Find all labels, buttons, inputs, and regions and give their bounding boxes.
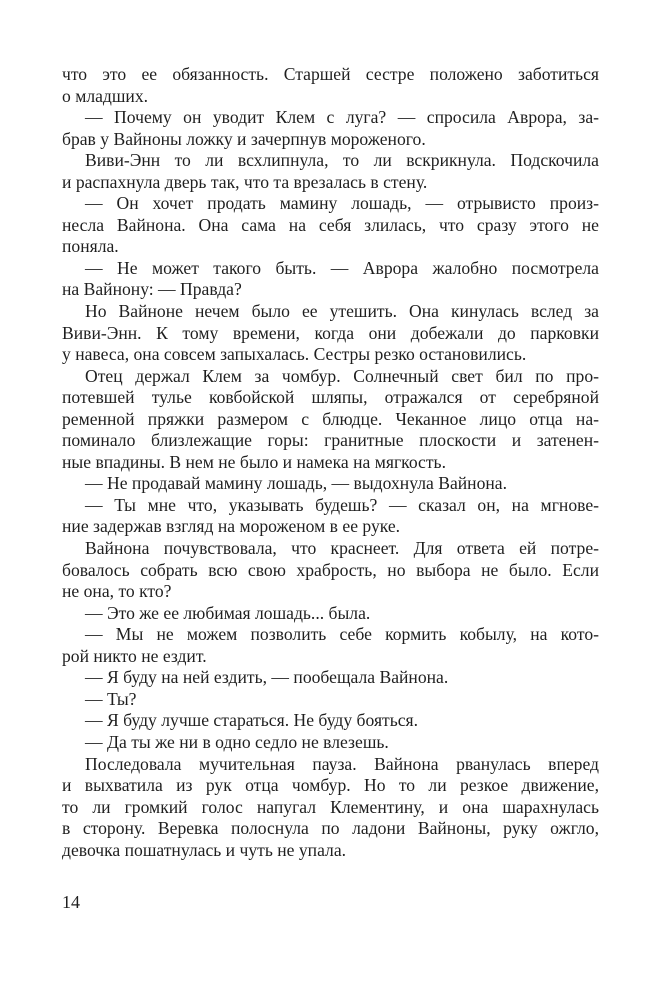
paragraph — [62, 732, 599, 754]
paragraph — [62, 473, 599, 495]
text-line: — Не может такого быть. — Аврора жалобно посмотрела — [85, 257, 599, 278]
text-line: Последовала мучительная пауза. Вайнона рванулась вперед — [85, 753, 599, 774]
text-line: — Ты? — [85, 688, 137, 709]
text-line: поминало близлежащие горы: гранитные плоскости и затенен- — [62, 430, 599, 451]
text-line: то ли громкий голос напугал Клементину, и она шарахнулась — [62, 796, 599, 817]
text-line: ременной пряжки размером с блюдце. Чеканное лицо отца на- — [62, 408, 599, 429]
text-line: брав у Вайноны ложку и зачерпнув мороженого. — [62, 128, 426, 149]
paragraph — [62, 301, 599, 366]
page-number: 14 — [62, 892, 80, 912]
text-line: не она, то кто? — [62, 581, 172, 602]
text-line: — Ты мне что, указывать будешь? — сказал он, на мгнове- — [85, 494, 599, 515]
text-line: у навеса, она совсем запыхалась. Сестры резко остановились. — [62, 344, 527, 365]
text-line: ные впадины. В нем не было и намека на мягкость. — [62, 451, 446, 472]
paragraph — [62, 258, 599, 301]
text-line: о младших. — [62, 85, 149, 106]
paragraph — [62, 667, 599, 689]
text-line: — Почему он уводит Клем с луга? — спросила Аврора, за- — [85, 107, 599, 128]
paragraph — [62, 107, 599, 150]
text-line: — Не продавай мамину лошадь, — выдохнула Вайнона. — [85, 473, 508, 494]
text-line: поняла. — [62, 236, 119, 257]
paragraph — [62, 624, 599, 667]
text-line: и распахнула дверь так, что та врезалась в стену. — [62, 171, 428, 192]
paragraph — [62, 366, 599, 474]
text-line: рой никто не ездит. — [62, 645, 207, 666]
text-line: бовалось собрать всю свою храбрость, но выбора не было. Если — [62, 559, 599, 580]
paragraph — [62, 603, 599, 625]
text-line: — Да ты же ни в одно седло не влезешь. — [85, 731, 389, 752]
paragraph — [62, 754, 599, 862]
text-line: Отец держал Клем за чомбур. Солнечный свет бил по про- — [85, 365, 599, 386]
paragraph — [62, 150, 599, 193]
paragraph — [62, 689, 599, 711]
text-line: что это ее обязанность. Старшей сестре положено заботиться — [62, 64, 599, 84]
text-line: в сторону. Веревка полоснула по ладони Вайноны, руку ожгло, — [62, 818, 599, 839]
text-line: на Вайнону: — Правда? — [62, 279, 242, 300]
paragraph — [62, 538, 599, 603]
paragraph — [62, 193, 599, 258]
text-line: потевшей тулье ковбойской шляпы, отражался от серебряной — [62, 387, 599, 408]
paragraph — [62, 710, 599, 732]
paragraph — [62, 495, 599, 538]
text-line: — Это же ее любимая лошадь... была. — [85, 602, 371, 623]
text-line: — Я буду на ней ездить, — пообещала Вайнона. — [85, 667, 449, 688]
text-line: несла Вайнона. Она сама на себя злилась, что сразу этого не — [62, 214, 599, 235]
body-text — [62, 64, 599, 861]
text-line: ние задержав взгляд на мороженом в ее руке. — [62, 516, 401, 537]
text-line: Вайнона почувствовала, что краснеет. Для ответа ей потре- — [85, 538, 599, 559]
text-line: девочка пошатнулась и чуть не упала. — [62, 839, 347, 860]
text-line: Виви-Энн то ли всхлипнула, то ли вскрикнула. Подскочила — [85, 150, 599, 171]
paragraph — [62, 64, 599, 107]
text-line: Виви-Энн. К тому времени, когда они добежали до парковки — [62, 322, 599, 343]
text-line: и выхватила из рук отца чомбур. Но то ли резкое движение, — [62, 775, 599, 796]
text-line: — Я буду лучше стараться. Не буду бояться. — [85, 710, 419, 731]
text-line: Но Вайноне нечем было ее утешить. Она кинулась вслед за — [85, 301, 599, 322]
text-line: — Он хочет продать мамину лошадь, — отрывисто произ- — [85, 193, 599, 214]
text-line: — Мы не можем позволить себе кормить кобылу, на кото- — [85, 624, 599, 645]
